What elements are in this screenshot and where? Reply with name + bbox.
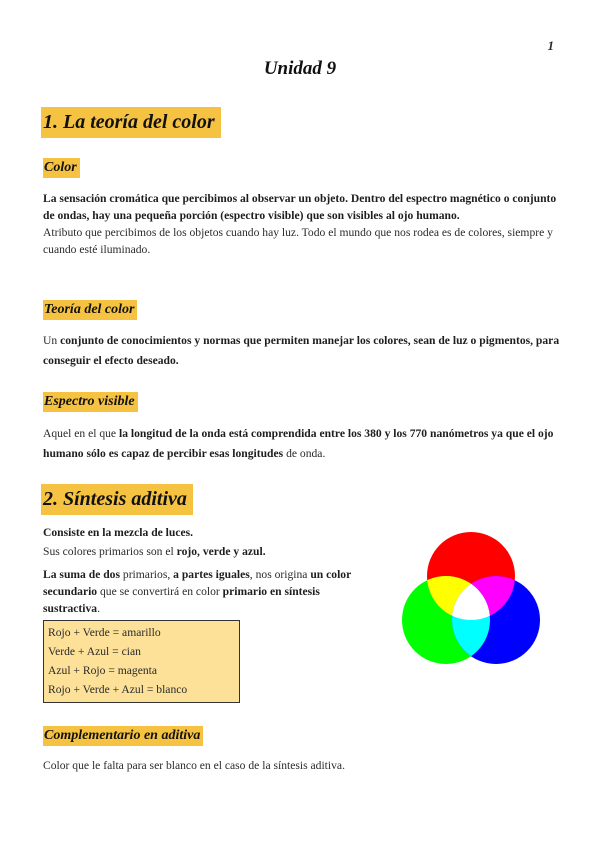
- combination-item: Rojo + Verde = amarillo: [48, 626, 161, 639]
- p3-t1: primarios,: [120, 568, 174, 581]
- espectro-bold: la longitud de la onda está comprendida entre los 380 y los 770 nanómetros ya que el ojo humano sólo es capaz de percibir esas longitudes: [43, 427, 554, 460]
- espectro-suffix: de onda.: [283, 447, 326, 460]
- espectro-prefix: Aquel en el que: [43, 427, 119, 440]
- teoria-prefix: Un: [43, 334, 61, 347]
- heading-teoria-del-color: Teoría del color: [43, 300, 137, 320]
- additive-color-diagram: [398, 532, 544, 668]
- heading-complementario: Complementario en aditiva: [43, 726, 203, 746]
- aditiva-intro: [43, 523, 373, 561]
- unit-title: Unidad 9: [263, 58, 337, 79]
- color-definition-bold: La sensación cromática que percibimos al observar un objeto. Dentro del espectro magnético o conjunto de ondas, hay una pequeña porción (espectro visible) que son visibles al ojo humano.: [43, 192, 557, 222]
- section-2-title: 2. Síntesis aditiva: [41, 484, 193, 515]
- heading-color: Color: [43, 158, 80, 178]
- section-1-title: 1. La teoría del color: [41, 107, 221, 138]
- p3-b1: La suma de dos: [43, 568, 120, 581]
- combination-item: Azul + Rojo = magenta: [48, 664, 158, 677]
- p3-t4: .: [97, 602, 101, 615]
- aditiva-line-2-prefix: Sus colores primarios son el: [43, 545, 177, 558]
- p3-b4: primario en síntesis sustractiva: [43, 585, 320, 615]
- complementario-text: Color que le falta para ser blanco en el caso de la síntesis aditiva.: [43, 759, 345, 772]
- color-definition: [43, 190, 563, 258]
- combinations-box: [43, 620, 240, 703]
- combination-item: Rojo + Verde + Azul = blanco: [48, 683, 188, 696]
- page-number: 1: [547, 38, 554, 53]
- aditiva-secondary-text: [43, 566, 373, 617]
- aditiva-line-1: Consiste en la mezcla de luces.: [43, 526, 194, 539]
- heading-espectro-visible: Espectro visible: [43, 392, 138, 412]
- p3-b2: a partes iguales: [173, 568, 250, 581]
- p3-t2: , nos origina: [249, 568, 311, 581]
- espectro-definition: [43, 424, 563, 464]
- combination-item: Verde + Azul = cian: [48, 645, 141, 658]
- aditiva-line-2-bold: rojo, verde y azul.: [176, 545, 266, 558]
- p3-t3: que se convertirá en color: [97, 585, 223, 598]
- teoria-bold: conjunto de conocimientos y normas que permiten manejar los colores, sean de luz o pigmentos, para conseguir el efecto deseado.: [43, 334, 560, 367]
- teoria-definition: [43, 331, 563, 371]
- color-attribute-text: Atributo que percibimos de los objetos cuando hay luz. Todo el mundo que nos rodea es de colores, siempre y cuando esté iluminado.: [43, 226, 553, 256]
- p3-b3: un color secundario: [43, 568, 352, 598]
